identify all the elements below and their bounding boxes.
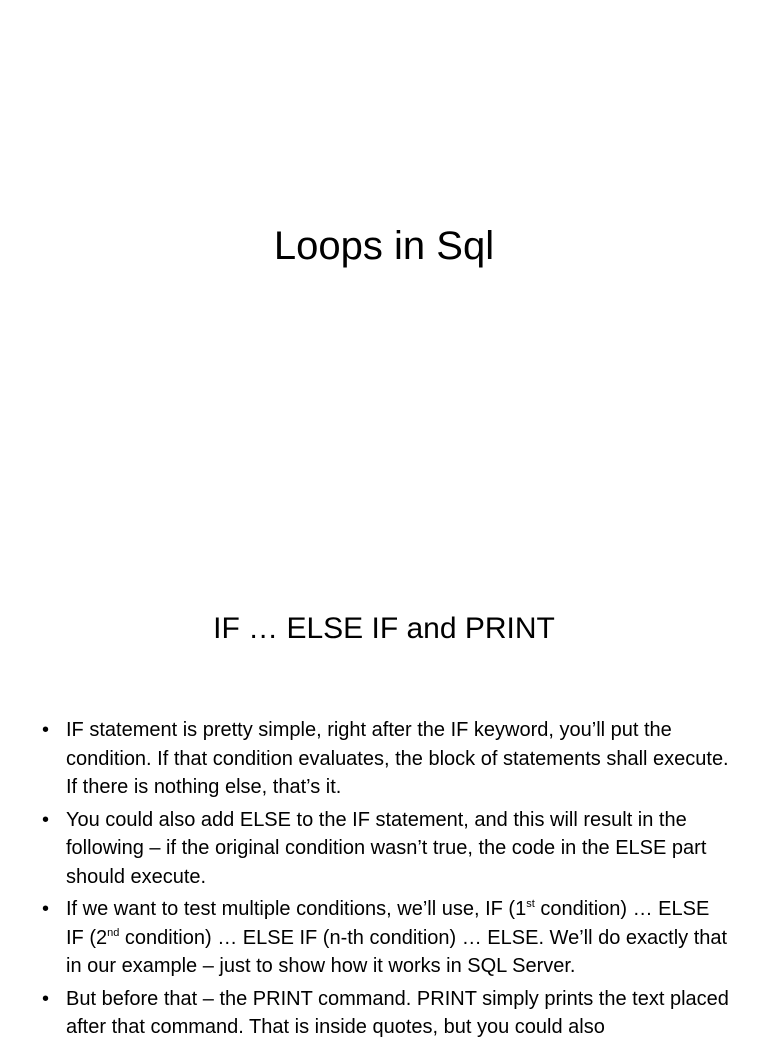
bullet-text-part: condition) … ELSE IF (n-th condition) … ELSE. We’ll do exactly that in our example – just to show how it works in SQL Server.	[66, 926, 728, 977]
bullet-text	[66, 898, 727, 977]
slide-heading: IF … ELSE IF and PRINT	[213, 612, 555, 645]
bullet-icon: •	[42, 719, 50, 741]
list-item	[40, 895, 730, 981]
bullet-icon: •	[42, 987, 50, 1010]
bullet-icon: •	[42, 808, 50, 831]
bullet-list	[40, 716, 730, 1046]
list-item	[40, 985, 730, 1042]
bullet-icon: •	[42, 898, 50, 920]
slide-title: Loops in Sql	[273, 224, 495, 268]
bullet-text: You could also add ELSE to the IF statement, and this will result in the following – if the original condition wasn’t true, the code in the ELSE part should execute.	[66, 808, 707, 888]
superscript: st	[526, 898, 535, 910]
content-slide	[0, 576, 768, 1038]
bullet-text: IF statement is pretty simple, right after the IF keyword, you’ll put the condition. If that condition evaluates, the block of statements shall execute. If there is nothing else, that’s it.	[66, 719, 729, 798]
superscript: nd	[107, 926, 120, 939]
bullet-text-part: If we want to test multiple conditions, we’ll use, IF (1	[66, 898, 527, 920]
list-item	[40, 716, 730, 802]
list-item	[40, 806, 730, 892]
bullet-text: But before that – the PRINT command. PRINT simply prints the text placed after that command. That is inside quotes, but you could also	[66, 987, 729, 1038]
bullet-text-part: condition) … ELSE IF (2	[66, 898, 710, 949]
